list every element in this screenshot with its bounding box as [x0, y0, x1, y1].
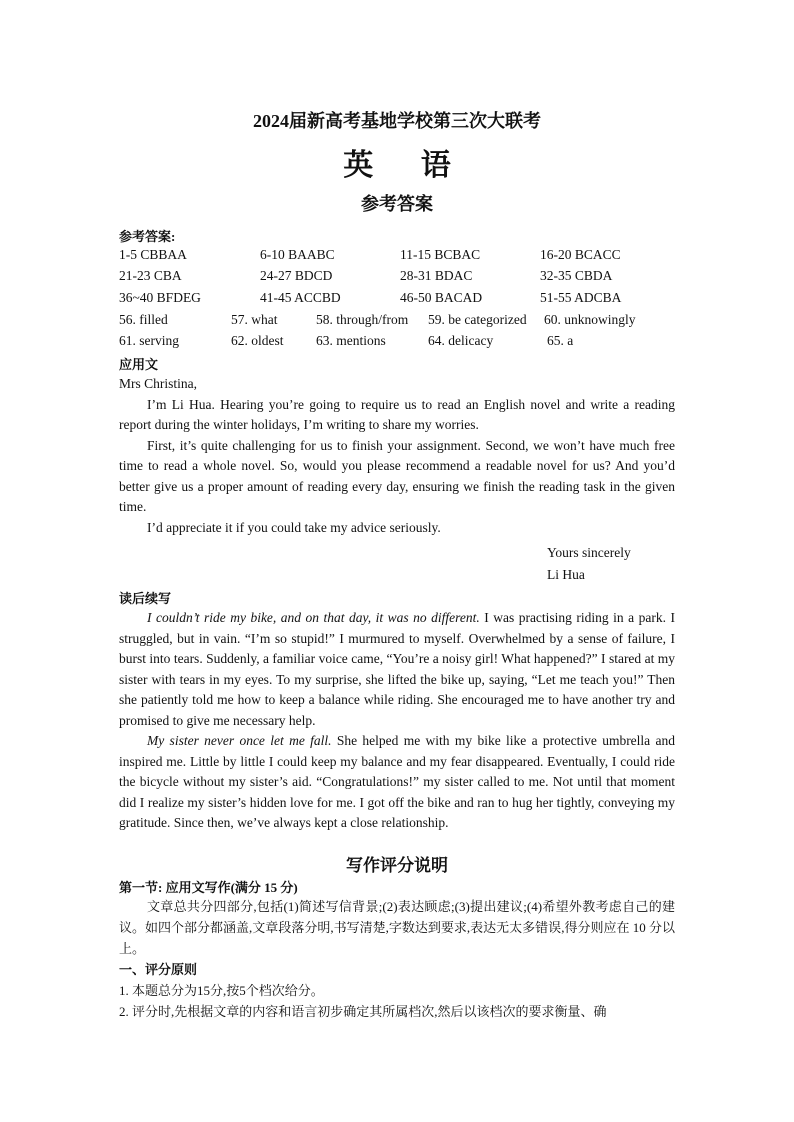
answer-cell: 32-35 CBDA — [540, 268, 613, 283]
answer-cell: 36~40 BFDEG — [119, 290, 201, 305]
answer-cell: 16-20 BCACC — [540, 247, 621, 262]
scoring-title: 写作评分说明 — [346, 856, 448, 875]
answers-label: 参考答案: — [119, 229, 176, 244]
answer-cell: 24-27 BDCD — [260, 268, 333, 283]
letter-signature: Li Hua — [547, 567, 585, 582]
answer-cell: 58. through/from — [316, 312, 409, 327]
answer-cell: 41-45 ACCBD — [260, 290, 341, 305]
answer-cell: 11-15 BCBAC — [400, 247, 481, 262]
letter-paragraph: I’d appreciate it if you could take my advice seriously. — [147, 519, 441, 535]
answer-cell: 64. delicacy — [428, 333, 494, 348]
scoring-item: 2. 评分时,先根据文章的内容和语言初步确定其所属档次,然后以该档次的要求衡量、确 — [119, 1004, 607, 1019]
answer-cell: 61. serving — [119, 333, 179, 348]
scoring-item: 1. 本题总分为15分,按5个档次给分。 — [119, 983, 324, 998]
answer-cell: 63. mentions — [316, 333, 386, 348]
answer-cell: 56. filled — [119, 312, 168, 327]
scoring-section-heading: 第一节: 应用文写作(满分 15 分) — [119, 880, 298, 895]
letter-label: 应用文 — [119, 357, 159, 372]
scoring-body — [119, 896, 675, 1022]
continuation-paragraph — [119, 608, 675, 731]
continuation-label: 读后续写 — [119, 591, 172, 606]
answer-cell: 1-5 CBBAA — [119, 247, 187, 262]
answer-cell: 51-55 ADCBA — [540, 290, 622, 305]
continuation-lead-sentence: My sister never once let me fall. — [147, 733, 332, 748]
reference-answers-title: 参考答案 — [361, 194, 433, 214]
scoring-intro: 文章总共分四部分,包括(1)简述写信背景;(2)表达顾虑;(3)提出建议;(4)希望外教考虑自己的建议。如四个部分都涵盖,文章段落分明,书写清楚,字数达到要求,表达无太多错误,得分则应在 10 分以上。 — [119, 899, 675, 956]
letter-body — [119, 374, 675, 538]
scoring-principles-heading: 一、评分原则 — [119, 962, 198, 977]
answer-cell: 60. unknowingly — [544, 312, 636, 327]
continuation-body — [119, 608, 675, 834]
answer-cell: 28-31 BDAC — [400, 268, 473, 283]
exam-title: 2024届新高考基地学校第三次大联考 — [253, 111, 541, 131]
answer-cell: 65. a — [547, 333, 574, 348]
answer-cell: 21-23 CBA — [119, 268, 182, 283]
answer-cell: 6-10 BAABC — [260, 247, 335, 262]
letter-salutation: Mrs Christina, — [119, 376, 198, 391]
continuation-lead-sentence: I couldn’t ride my bike, and on that day, it was no different. — [147, 610, 480, 625]
letter-paragraph: I’m Li Hua. Hearing you’re going to require us to read an English novel and write a reading report during the winter holidays, I’m writing to share my worries. — [119, 396, 675, 432]
letter-paragraph: First, it’s quite challenging for us to finish your assignment. Second, we won’t have much free time to read a whole novel. So, would you please recommend a readable novel for us? And you’d better give us a proper amount of reading every day, ensuring we finish the reading task in the given time. — [119, 437, 675, 514]
answer-cell: 57. what — [231, 312, 278, 327]
letter-closing: Yours sincerely — [547, 545, 631, 560]
answer-cell: 59. be categorized — [428, 312, 527, 327]
answer-cell: 62. oldest — [231, 333, 284, 348]
answer-cell: 46-50 BACAD — [400, 290, 483, 305]
continuation-text: She helped me with my bike like a protective umbrella and inspired me. Little by little I could keep my balance and my fear disappeared. Eventually, I could ride the bicycle without my sister’s aid. “Congratulations!” my sister called to me. Not until that moment did I realize my sister’s hidden love for me. I got off the bike and ran to hug her tightly, conveying my gratitude. Since then, we’ve always kept a close relationship. — [119, 733, 675, 830]
continuation-text: I was practising riding in a park. I struggled, but in vain. “I’m so stupid!” I murmured to myself. Overwhelmed by a sense of failure, I burst into tears. Suddenly, a familiar voice came, “You’re a noisy girl! What happened?” I stared at my sister with tears in my eyes. To my surprise, she lifted the bike up, saying, “Let me teach you!” Then she patiently told me how to keep a balance while riding. She encouraged me to have another try and promised to give me necessary help. — [119, 610, 675, 728]
continuation-paragraph — [119, 731, 675, 834]
subject-title: 英 语 — [343, 149, 471, 182]
